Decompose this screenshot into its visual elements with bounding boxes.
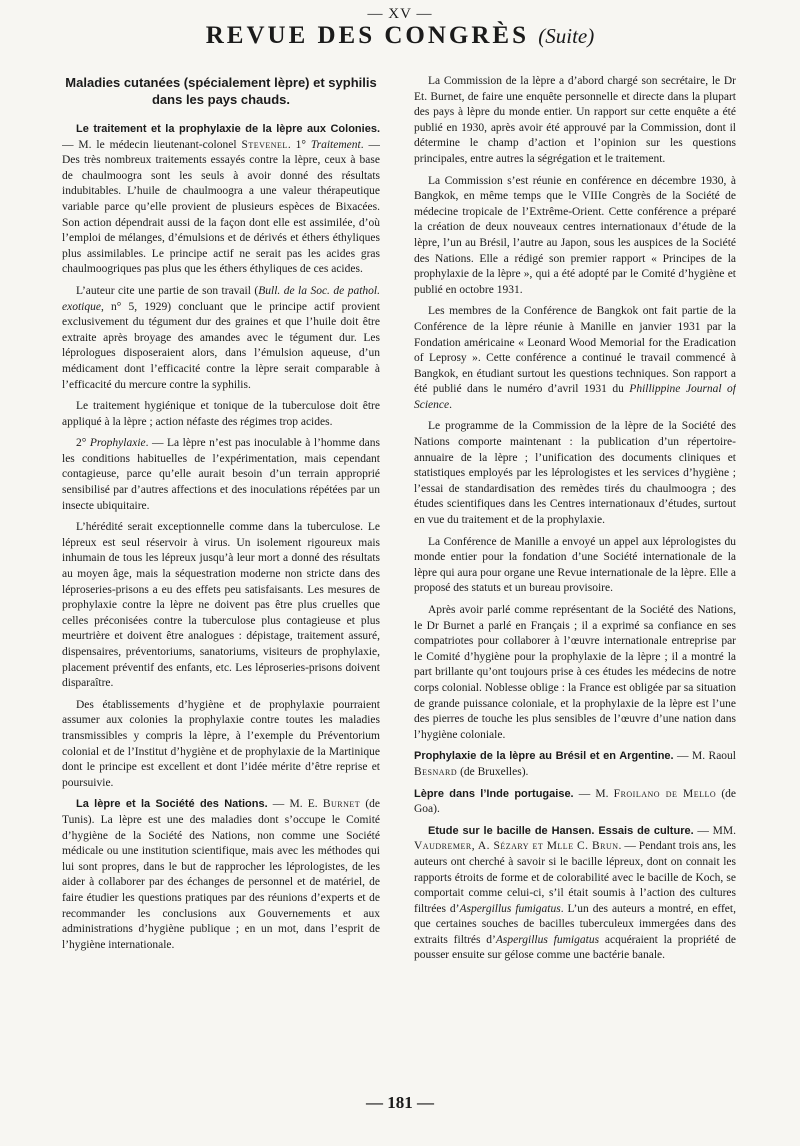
- citation: Bull. de la Soc. de pathol. exotique: [62, 284, 380, 313]
- paragraph: Le traitement hygiénique et tonique de la tuberculose doit être appliqué à la lèpre ; action néfaste des régimes trop acides.: [62, 400, 380, 428]
- author-name: Froilano de Mello: [613, 787, 717, 800]
- page-title: [0, 22, 800, 50]
- author-name: Burnet: [322, 798, 361, 811]
- subheading: Lèpre dans l’Inde portugaise.: [414, 787, 574, 800]
- subheading: Etude sur le bacille de Hansen. Essais de culture.: [428, 824, 694, 837]
- author-name: Vaudremer, A. Sézary et Mlle C. Brun: [414, 840, 619, 853]
- page-number: — 181 —: [366, 1093, 434, 1112]
- paragraph: Lèpre dans l’Inde portugaise. — M. Froilano de Mello (de Goa).: [414, 787, 736, 816]
- section-title: Maladies cutanées (spécialement lèpre) et syphilis dans les pays chauds.: [65, 75, 377, 107]
- paragraph: La Conférence de Manille a envoyé un appel aux léprologistes du monde entier pour la fondation d’une Société internationale de la lèpre qui aura pour organe une Revue internationale de la lèpre. Elle a proposé des statuts et un bureau provisoire.: [414, 535, 736, 595]
- journal-title: Phillippine Journal of Science: [414, 383, 736, 411]
- paragraph: Les membres de la Conférence de Bangkok ont fait partie de la Conférence de la lèpre réunie à Manille en janvier 1931 par la Fondation américaine « Leonard Wood Memorial for the Eradication of Leprosy ». Cette conférence a continué le travail commencé à Bangkok, en étudiant surtout les questions techniques. Son rapport a été publié dans le numéro d’avril 1931 du Phillippine Journal of Science.: [414, 305, 736, 411]
- paragraph: 2° Prophylaxie. — La lèpre n’est pas inoculable à l’homme dans les conditions habituelles de l’expérimentation, mais cependant contagieuse, parce qu’elle aurait besoin d’un terrain approprié sensibilisé par d’autres affections et des inoculations répétées par un insecte ubiquitaire.: [62, 437, 380, 512]
- paragraph: Après avoir parlé comme représentant de la Société des Nations, le Dr Burnet a parlé en Français ; il a exprimé sa confiance en ses compatriotes pour collaborer à l’œuvre internationale entreprise par le Comité d’hygiène pour la prophylaxie de la lèpre ; il a montré la part brillante qu’ont toujours prise à ces études les médecins de notre corps colonial. Noblesse oblige : la France est obligée par sa situation de grande puissance coloniale, et la prophylaxie de la lèpre est l’une des pierres de touche les plus sensibles de l’œuvre d’une nation dans l’hygiène coloniale.: [414, 604, 736, 741]
- subheading: Prophylaxie de la lèpre au Brésil et en Argentine.: [414, 750, 674, 763]
- subheading: Le traitement et la prophylaxie de la lèpre aux Colonies.: [76, 123, 380, 135]
- paragraph: La lèpre et la Société des Nations. — M. E. Burnet (de Tunis). La lèpre est une des maladies dont s’occupe le Comité d’hygiène de la Société des Nations, non comme une Société médicale ou une institution scientifique, mais avec les méthodes qui lui sont propres, dans le but de rapprocher les léprologistes, de les aider à collaborer par des échanges de personnel et de matériel, de faire étudier les questions pratiques par des réunions d’experts et de recommander les conclusions aux Gouvernements et aux administrations d’hygiène publique ; en un mot, dans l’esprit de l’hygiène internationale.: [62, 798, 380, 951]
- paragraph: Prophylaxie de la lèpre au Brésil et en Argentine. — M. Raoul Besnard (de Bruxelles).: [414, 750, 736, 778]
- author-name: Stevenel: [241, 138, 288, 151]
- page-folio: — XV —: [367, 6, 433, 22]
- paragraph: Le traitement et la prophylaxie de la lèpre aux Colonies. — M. le médecin lieutenant-colonel Stevenel. 1° Traitement. — Des très nombreux traitements essayés contre la lèpre, ceux à base de chaulmoogra sont les seuls à avoir donné des résultats indubitables. L’huile de chaulmoogra a une valeur thérapeutique variable parce qu’elle provient de plusieurs espèces de Bixacées. Son action dépendrait aussi de la façon dont elle est assimilée, d’où l’emploi de mélanges, d’émulsions et de dérivés et éthers éthyliques plus assimilables. Le principe actif ne serait pas les acides gras chaulmoogriques pas plus que les éthers éthyliques de ces acides.: [62, 123, 380, 276]
- paragraph: L’auteur cite une partie de son travail (Bull. de la Soc. de pathol. exotique, n° 5, 1929) concluant que le principe actif provient exclusivement du tégument dur des graines et que l’huile doit être extraite après broyage des amandes avec le tégument dur. Les léprologues disposeraient alors, dans l’émulsion aqueuse, d’un médicament dont l’efficacité contre la lèpre serait comparable à l’efficacité du mercure contre la syphilis.: [62, 284, 380, 391]
- paragraph: Des établissements d’hygiène et de prophylaxie pourraient assumer aux colonies la prophylaxie contre toutes les maladies transmissibles y compris la lèpre, à l’exemple du Préventorium colonial et de l’Institut d’hygiène et de prophylaxie de la Martinique dont le principe est excellent et dont l’idée mérite d’être reprise et poursuivie.: [62, 698, 380, 789]
- paragraph: Etude sur le bacille de Hansen. Essais de culture. — MM. Vaudremer, A. Sézary et Mlle C. Brun. — Pendant trois ans, les auteurs ont cherché à savoir si le bacille lépreux, dont on connait les rapports étroits de forme et de colorabilité avec le bacille de Koch, se comportait comme celui-ci, s’il était soumis à l’action des cultures filtrées d’Aspergillus fumigatus. L’un des auteurs a montré, en effet, que certaines souches de bacilles tuberculeux immergées dans des extraits filtrés d’Aspergillus fumigatus acquéraient la propriété de pousser ensuite sur gélose comme une bactérie banale.: [414, 824, 736, 962]
- title-suite: (Suite): [538, 24, 595, 48]
- paragraph: L’hérédité serait exceptionnelle comme dans la tuberculose. Le lépreux est seul réservoir à virus. Un isolement rigoureux mais inhumain de tous les lépreux jusqu’à leur mort a donné des résultats au moyen âge, mais la séquestration moderne non stricte dans des léproseries-prisons a eu des effets peu satisfaisants. Les mesures de prophylaxie contre la lèpre ne doivent pas être plus cruelles que celles préconisées contre la tuberculose plus contagieuse et plus meurtrière et doivent être analogues : dépistage, traitement assuré, dispensaires, préventoriums, sanatoriums, visiteurs de prophylaxie, placement préventif des enfants, etc. Les léproseries-prisons doivent disparaître.: [62, 521, 380, 690]
- title-text: REVUE DES CONGRÈS: [205, 22, 530, 49]
- left-column: [62, 74, 380, 1084]
- right-column: [414, 74, 736, 1084]
- paragraph: Le programme de la Commission de la lèpre de la Société des Nations comporte maintenant : la publication d’un répertoire-annuaire de la lèpre ; l’unification des documents cliniques et statistiques employés par les léprologistes et les services d’hygiène ; l’essai de standardisation des remèdes tirés du chaulmoogra ; des études scientifiques dans les Centres internationaux d’études, surtout en vue du traitement et de la prophylaxie.: [414, 420, 736, 527]
- author-name: Besnard: [414, 765, 458, 778]
- paragraph: La Commission s’est réunie en conférence en décembre 1930, à Bangkok, en même temps que le VIIIe Congrès de la Société de médecine tropicale de l’Extrême-Orient. Cette conférence a préparé la création de deux nouveaux centres internationaux d’étude de la lèpre, l’un au Brésil, l’autre au Japon, sous les auspices de la Société des Nations. Elle a rédigé son premier rapport « Principes de la prophylaxie de la lèpre », qui a été adopté par le Comité d’hygiène et publié en octobre 1931.: [414, 174, 736, 296]
- paragraph: La Commission de la lèpre a d’abord chargé son secrétaire, le Dr Et. Burnet, de faire une enquête personnelle et directe dans la plupart des pays à lèpre du monde entier. Un rapport sur cette enquête a été publié en 1930, après avoir été approuvé par la Commission, dont il détermine le champ d’action et l’opinion sur les questions principales, entre autres la ségrégation et le traitement.: [414, 75, 736, 165]
- subheading: La lèpre et la Société des Nations.: [76, 798, 268, 811]
